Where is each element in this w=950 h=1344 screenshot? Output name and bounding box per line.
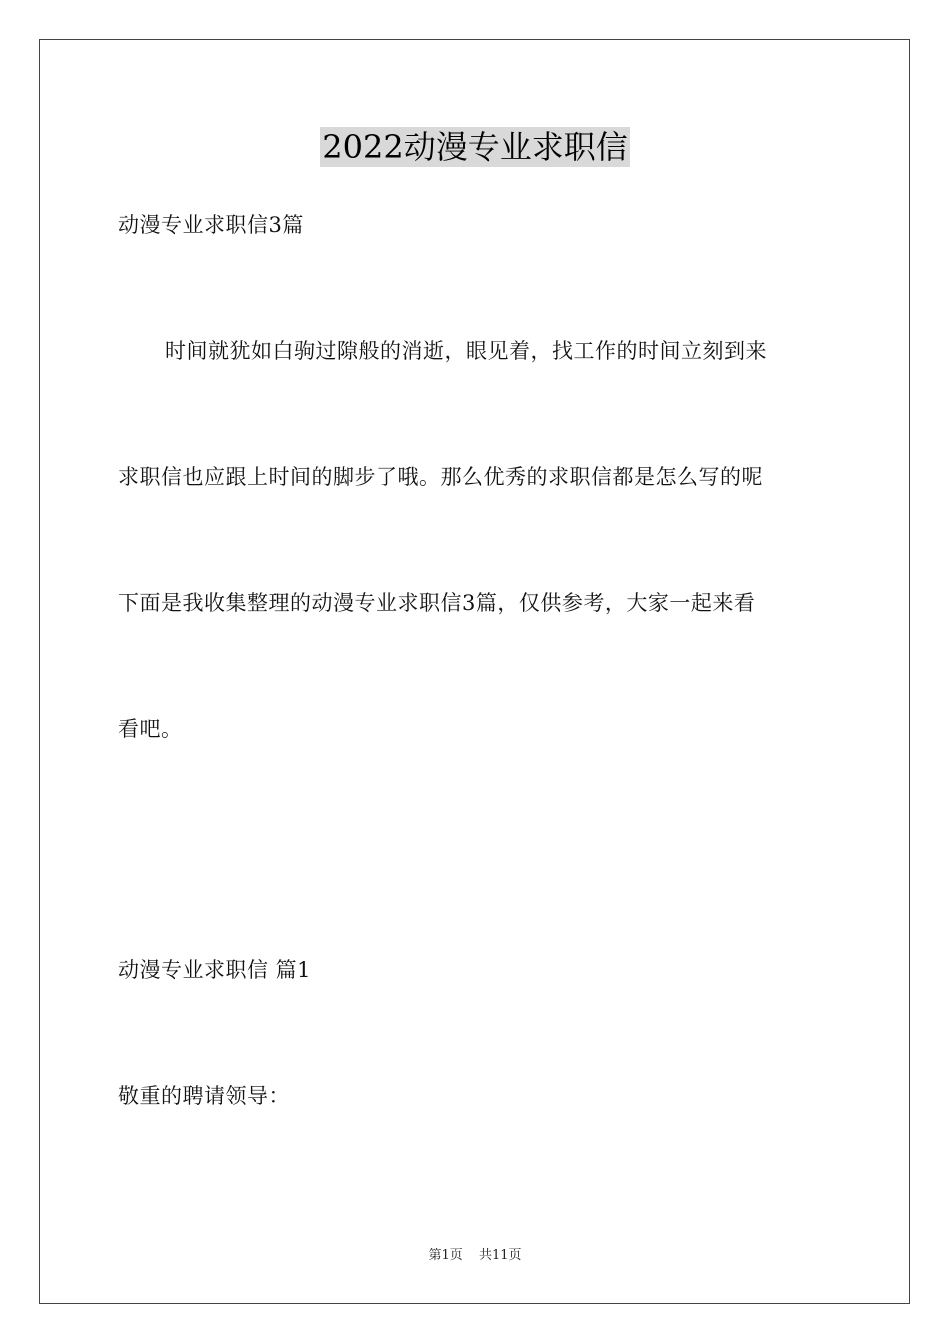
page-number: 第1页 — [428, 1248, 463, 1263]
document-subtitle: 动漫专业求职信3篇 — [118, 213, 304, 237]
intro-line: 下面是我收集整理的动漫专业求职信3篇，仅供参考，大家一起来看 — [118, 591, 756, 615]
page-total: 共11页 — [478, 1248, 522, 1263]
document-title: 2022动漫专业求职信 — [322, 128, 628, 166]
salutation: 敬重的聘请领导： — [118, 1084, 290, 1108]
section-heading: 动漫专业求职信 篇1 — [118, 958, 312, 982]
page-footer — [0, 1247, 950, 1265]
intro-paragraph — [118, 337, 833, 841]
intro-line: 看吧。 — [118, 717, 183, 741]
intro-line: 求职信也应跟上时间的脚步了哦。那么优秀的求职信都是怎么写的呢 — [118, 465, 763, 489]
intro-line: 时间就犹如白驹过隙般的消逝，眼见着，找工作的时间立刻到来 — [165, 339, 767, 363]
title-container — [0, 127, 950, 167]
